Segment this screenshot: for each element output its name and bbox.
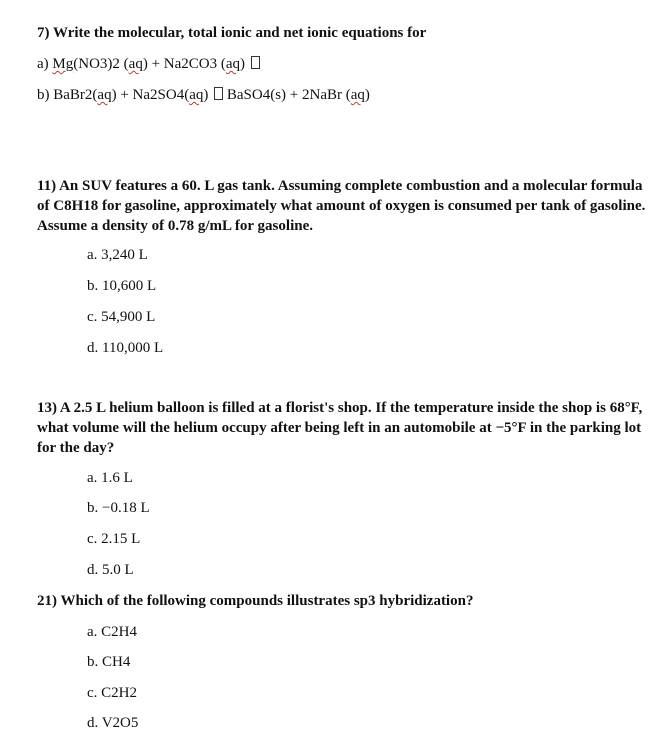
q7b-end: ) xyxy=(364,87,370,103)
q11-option-d: d. 110,000 L xyxy=(87,340,164,356)
question-13-text: 13) A 2.5 L helium balloon is filled at a florist's shop. If the temperature inside the shop is 68°F, what volume will the helium occupy after being left in an automobile at −5°F in the parking lot for the day? xyxy=(37,400,643,456)
question-7-title: 7) Write the molecular, total ionic and net ionic equations for xyxy=(37,25,427,41)
question-7-part-b xyxy=(37,85,370,105)
q13-option-d: d. 5.0 L xyxy=(87,562,134,578)
q7b-prefix: b) BaBr2( xyxy=(37,87,98,103)
q7a-mid1: (NO3)2 ( xyxy=(73,56,129,72)
question-11-text: 11) An SUV features a 60. L gas tank. Assuming complete combustion and a molecular formula of C8H18 for gasoline, approximately what amount of oxygen is consumed per tank of gasoline. Assume a density of 0.78 g/mL for gasoline. xyxy=(37,178,646,234)
q13-option-c: c. 2.15 L xyxy=(87,531,141,547)
q7b-mid1: ) + Na2SO4( xyxy=(111,87,190,103)
q7b-aq1: aq xyxy=(97,87,112,103)
q7a-mid2: ) + Na2CO3 ( xyxy=(142,56,226,72)
q11-option-a: a. 3,240 L xyxy=(87,247,148,263)
q7a-aq2: aq xyxy=(225,56,241,72)
q11-option-c: c. 54,900 L xyxy=(87,309,156,325)
q7a-aq1: aq xyxy=(128,56,143,72)
q7b-mid3: BaSO4(s) + 2NaBr ( xyxy=(223,87,351,103)
q7b-aq2: aq xyxy=(189,87,204,103)
q7b-aq3: aq xyxy=(350,87,365,103)
q13-option-b: b. −0.18 L xyxy=(87,500,150,516)
q11-option-b: b. 10,600 L xyxy=(87,278,157,294)
q7a-end: ) xyxy=(240,56,249,72)
q7b-mid2: ) xyxy=(203,87,213,103)
q13-option-a: a. 1.6 L xyxy=(87,470,133,486)
q7a-prefix: a) xyxy=(37,56,53,72)
q7a-mg: Mg xyxy=(52,56,74,72)
question-21-text: 21) Which of the following compounds illustrates sp3 hybridization? xyxy=(37,593,474,609)
q21-option-b: b. CH4 xyxy=(87,654,131,670)
q21-option-c: c. C2H2 xyxy=(87,685,137,701)
missing-glyph-icon xyxy=(214,87,223,100)
q21-option-a: a. C2H4 xyxy=(87,624,137,640)
missing-glyph-icon xyxy=(251,56,260,69)
q21-option-d: d. V2O5 xyxy=(87,715,139,731)
question-7-part-a xyxy=(37,54,260,74)
